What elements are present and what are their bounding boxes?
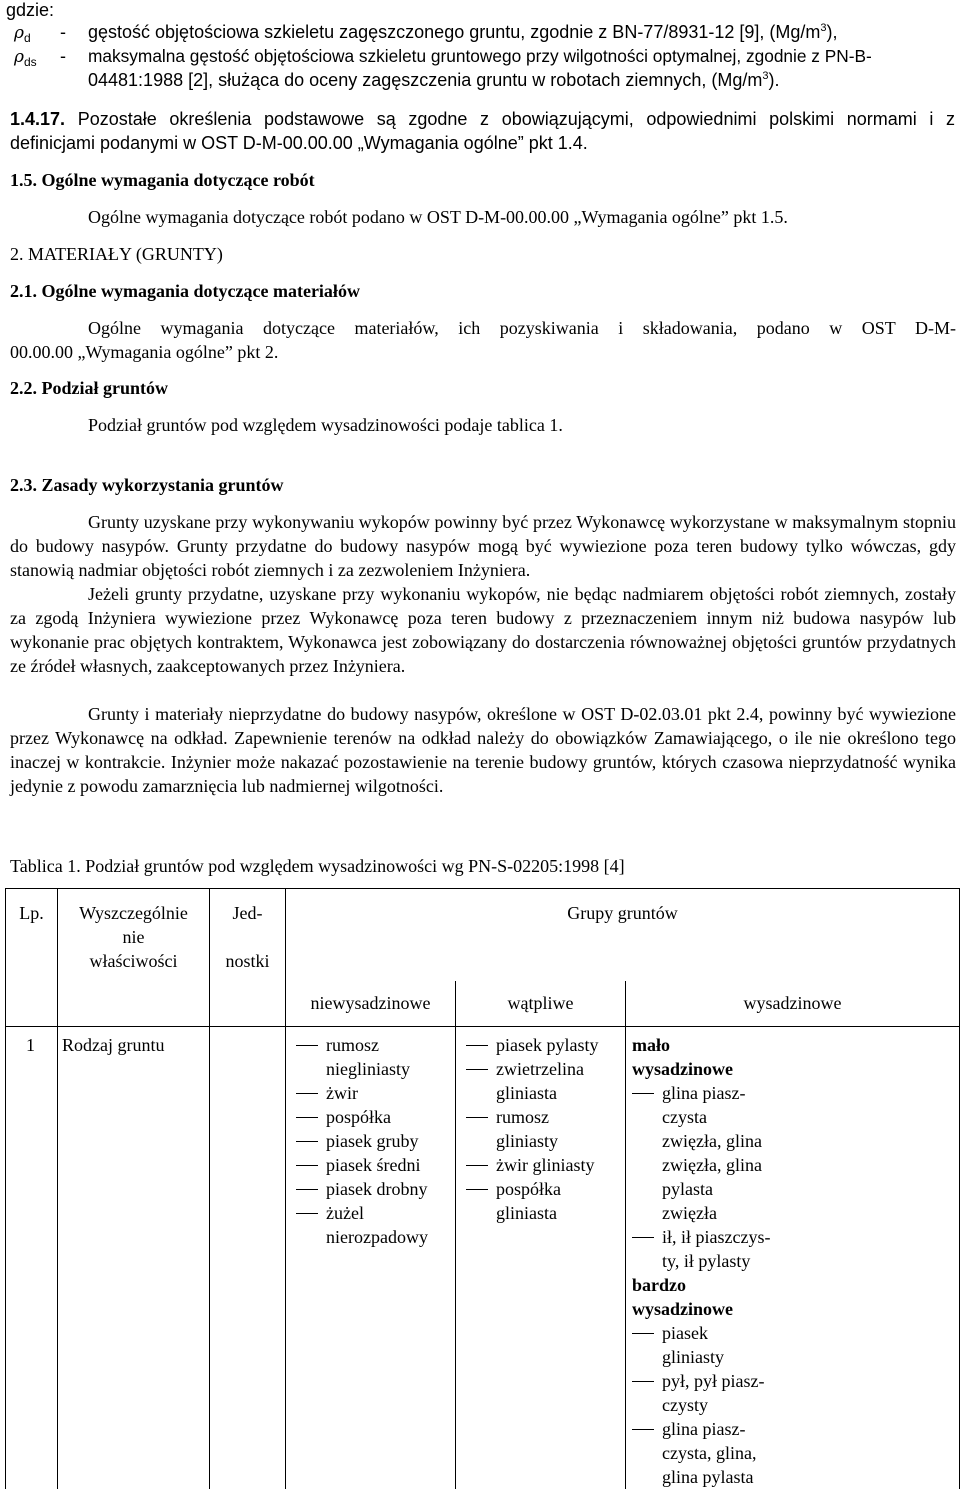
list-item: piasek [632,1321,955,1345]
table-row [6,1027,960,1489]
soil-classification-table [5,888,960,1489]
list-item: piasek gruby [296,1129,451,1153]
section-2-2-text: Podział gruntów pod względem wysadzinowości podaje tablica 1. [88,415,563,436]
rho-ds-definition-line1: maksymalna gęstość objętościowa szkieletu gruntowego przy wilgotności optymalnej, zgodnie z PN-B- [88,46,872,67]
list-item-cont: niegliniasty [296,1057,451,1081]
header-watpliwe: wątpliwe [456,981,626,1027]
list-item: rumosz [296,1033,451,1057]
list-item-cont: zwięzła, glina [632,1129,955,1153]
section-2-heading: 2. MATERIAŁY (GRUNTY) [10,244,223,265]
row1-name: Rodzaj gruntu [58,1027,210,1489]
section-2-1-heading: 2.1. Ogólne wymagania dotyczące materiałów [10,281,360,302]
list-item: piasek pylasty [466,1033,621,1057]
rho-d-definition: gęstość objętościowa szkieletu zagęszczonego gruntu, zgodnie z BN-77/8931-12 [9], $(Mg/m^3)$, [88,22,838,43]
table-header-row [6,889,960,981]
section-2-2-heading: 2.2. Podział gruntów [10,378,168,399]
list-item-cont: gliniasty [632,1345,955,1369]
list-item-cont: zwięzła [632,1201,955,1225]
header-niewysadzinowe: niewysadzinowe [286,981,456,1027]
list-item-cont: pylasta [632,1177,955,1201]
list-item-cont: czysta [632,1105,955,1129]
header-grupy-gruntow: Grupy gruntów [286,889,960,981]
rho-ds-dash: - [60,46,66,67]
list-item: pył, pył piasz- [632,1369,955,1393]
section-2-1-line1: Ogólne wymagania dotyczące materiałów, ich pozyskiwania i składowania, podano w OST D-M- [88,318,956,339]
group-title-bardzo-2: wysadzinowe [632,1297,955,1321]
header-jednostki: Jed- nostki [210,889,286,1027]
section-1-5-text: Ogólne wymagania dotyczące robót podano w OST D-M-00.00.00 „Wymagania ogólne” pkt 1.5. [88,207,788,228]
section-2-3-paragraph-1: Grunty uzyskane przy wykonywaniu wykopów powinny być przez Wykonawcę wykorzystane w maksymalnym stopniu do budowy nasypów. Grunty przydatne do budowy nasypów mogą być wywiezione poza teren budowy tylko wówczas, gdy stanowią nadmiar objętości robót ziemnych i za zezwoleniem Inżyniera. [10,510,956,582]
list-item-cont: zwięzła, glina [632,1153,955,1177]
list-item-cont: nierozpadowy [296,1225,451,1249]
gdzie-label: gdzie: [6,0,54,21]
list-item-cont: czysta, glina, [632,1441,955,1465]
list-item: glina piasz- [632,1417,955,1441]
list-item: ił, ił piaszczys- [632,1225,955,1249]
section-2-3-paragraph-3: Grunty i materiały nieprzydatne do budowy nasypów, określone w OST D-02.03.01 pkt 2.4, powinny być wywiezione przez Wykonawcę na odkład. Zapewnienie terenów na odkład należy do obowiązków Zamawiającego, o ile nie określono tego inaczej w kontrakcie. Inżynier może nakazać pozostawienie na terenie budowy gruntów, których czasowa nieprzydatność wynika jedynie z powodu zamarznięcia lub nadmiernej wilgotności. [10,702,956,798]
list-item-cont: gliniasty [466,1129,621,1153]
list-item-cont: czysty [632,1393,955,1417]
rho-ds-symbol: $\rho_{ds}$ [14,46,37,67]
section-1-5-heading: 1.5. Ogólne wymagania dotyczące robót [10,170,315,191]
section-1-4-17-line1: 1.4.17. Pozostałe określenia podstawowe są zgodne z obowiązującymi, odpowiednimi polskimi normami i z [10,109,955,130]
list-item: żwir gliniasty [466,1153,621,1177]
header-wysadzinowe: wysadzinowe [626,981,960,1027]
row1-lp: 1 [6,1027,58,1489]
header-wyszczegolnienie: Wyszczególnie nie właściwości [58,889,210,1027]
group-title-bardzo: bardzo [632,1273,955,1297]
list-item: glina piasz- [632,1081,955,1105]
list-item-cont: glina pylasta [632,1465,955,1489]
list-item: pospółka [296,1105,451,1129]
list-item: pospółka [466,1177,621,1201]
section-2-3-paragraph-2: Jeżeli grunty przydatne, uzyskane przy wykonaniu wykopów, nie będąc nadmiarem objętości robót ziemnych, zostały za zgodą Inżyniera wywiezione przez Wykonawcę poza teren budowy z przeznaczeniem innym niż budowa nasypów lub wykonanie prac objętych kontraktem, Wykonawca jest zobowiązany do dostarczenia równoważnej objętości gruntów przydatnych ze źródeł własnych, zaakceptowanych przez Inżyniera. [10,582,956,678]
header-lp: Lp. [6,889,58,1027]
rho-ds-definition-line2: 04481:1988 [2], służąca do oceny zagęszczenia gruntu w robotach ziemnych, $(Mg/m^3)$. [88,70,780,91]
list-item: żużel [296,1201,451,1225]
section-number: 1.4.17. [10,109,65,129]
list-item: zwietrzelina [466,1057,621,1081]
rho-d-symbol: $\rho_d$ [14,22,31,43]
group-title-malo: mało [632,1033,955,1057]
row1-unit [210,1027,286,1489]
group-title-malo-2: wysadzinowe [632,1057,955,1081]
row1-niewysadzinowe [286,1027,456,1489]
list-item: piasek drobny [296,1177,451,1201]
rho-d-dash: - [60,22,66,43]
section-1-4-17-line2: definicjami podanymi w OST D-M-00.00.00 „Wymagania ogólne” pkt 1.4. [10,133,588,154]
list-item-cont: gliniasta [466,1081,621,1105]
list-item-cont: ty, ił pylasty [632,1249,955,1273]
list-item-cont: gliniasta [466,1201,621,1225]
table-caption: Tablica 1. Podział gruntów pod względem wysadzinowości wg PN-S-02205:1998 [4] [10,856,625,877]
list-item: żwir [296,1081,451,1105]
list-item: piasek średni [296,1153,451,1177]
section-2-1-line2: 00.00.00 „Wymagania ogólne” pkt 2. [10,342,278,363]
row1-watpliwe [456,1027,626,1489]
list-item: rumosz [466,1105,621,1129]
row1-wysadzinowe [626,1027,960,1489]
section-2-3-heading: 2.3. Zasady wykorzystania gruntów [10,475,284,496]
